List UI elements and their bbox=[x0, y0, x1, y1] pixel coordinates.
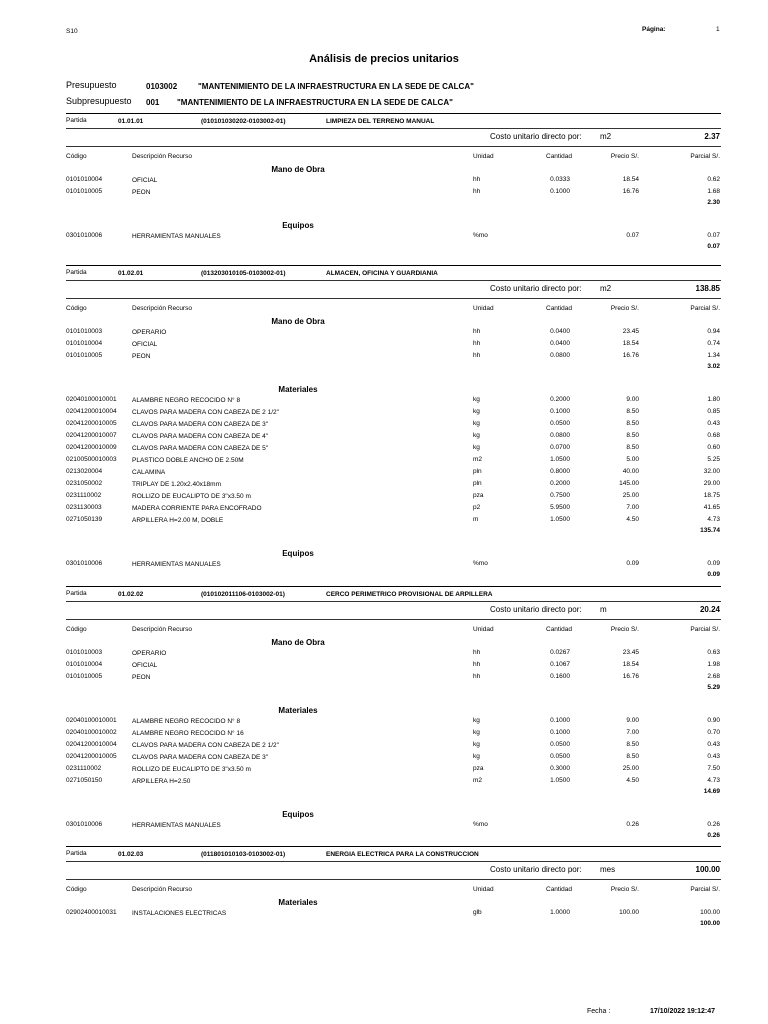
resource-partial: 0.68 bbox=[707, 432, 720, 439]
resource-desc: CALAMINA bbox=[132, 469, 166, 476]
resource-qty: 0.1067 bbox=[550, 661, 570, 668]
resource-code: 02040100010001 bbox=[66, 717, 117, 724]
partida-name: ENERGIA ELECTRICA PARA LA CONSTRUCCION bbox=[326, 851, 479, 858]
resource-qty: 0.0333 bbox=[550, 176, 570, 183]
cost-value: 138.85 bbox=[695, 284, 720, 293]
resource-code: 0301010006 bbox=[66, 560, 103, 567]
resource-partial: 0.85 bbox=[707, 408, 720, 415]
resource-qty: 0.0800 bbox=[550, 432, 570, 439]
resource-code: 0301010006 bbox=[66, 232, 103, 239]
resource-partial: 0.07 bbox=[707, 232, 720, 239]
partida-top-rule bbox=[66, 265, 721, 266]
resource-desc: TRIPLAY DE 1.20x2.40x18mm bbox=[132, 481, 221, 488]
resource-unit: p2 bbox=[473, 504, 481, 511]
resource-partial: 100.00 bbox=[700, 909, 720, 916]
resource-unit: kg bbox=[473, 420, 480, 427]
resource-unit: kg bbox=[473, 444, 480, 451]
col-header-code: Código bbox=[66, 305, 87, 312]
resource-partial: 4.73 bbox=[707, 516, 720, 523]
cost-unit: mes bbox=[600, 865, 616, 874]
resource-code: 0301010006 bbox=[66, 821, 103, 828]
resource-desc: CLAVOS PARA MADERA CON CABEZA DE 5" bbox=[132, 445, 269, 452]
partida-label: Partida bbox=[66, 269, 87, 276]
resource-unit: pln bbox=[473, 480, 482, 487]
resource-price: 7.00 bbox=[626, 729, 639, 736]
resource-qty: 0.0800 bbox=[550, 352, 570, 359]
col-header-desc: Descripción Recurso bbox=[132, 886, 192, 893]
resource-unit: hh bbox=[473, 340, 481, 347]
partida-ref: (013203010105-0103002-01) bbox=[201, 270, 286, 277]
resource-price: 40.00 bbox=[622, 468, 639, 475]
partida-header-rule bbox=[66, 879, 721, 880]
partida-header-rule bbox=[66, 298, 721, 299]
resource-desc: ALAMBRE NEGRO RECOCIDO N° 8 bbox=[132, 718, 241, 725]
footer-date-value: 17/10/2022 19:12:47 bbox=[650, 1008, 715, 1015]
resource-price: 100.00 bbox=[619, 909, 639, 916]
resource-price: 8.50 bbox=[626, 444, 639, 451]
col-header-price: Precio S/. bbox=[610, 153, 639, 160]
resource-code: 02040100010002 bbox=[66, 729, 117, 736]
resource-code: 0231110002 bbox=[66, 492, 102, 499]
resource-code: 02041200010004 bbox=[66, 741, 117, 748]
resource-partial: 0.94 bbox=[707, 328, 720, 335]
resource-unit: hh bbox=[473, 328, 481, 335]
partida-header-rule bbox=[66, 146, 721, 147]
resource-partial: 0.43 bbox=[707, 753, 720, 760]
group-subtotal: 3.02 bbox=[707, 363, 720, 370]
resource-desc: ROLLIZO DE EUCALIPTO DE 3"x3.50 m bbox=[132, 766, 251, 773]
resource-price: 18.54 bbox=[622, 340, 639, 347]
group-subtotal: 2.30 bbox=[707, 199, 720, 206]
resource-code: 0101010003 bbox=[66, 649, 103, 656]
group-title: Materiales bbox=[278, 898, 318, 907]
presupuesto-label: Presupuesto bbox=[66, 80, 117, 90]
resource-desc: OFICIAL bbox=[132, 341, 158, 348]
resource-unit: m2 bbox=[473, 456, 483, 463]
resource-code: 0101010003 bbox=[66, 328, 103, 335]
resource-price: 23.45 bbox=[622, 649, 639, 656]
partida-label: Partida bbox=[66, 850, 87, 857]
resource-desc: PLASTICO DOBLE ANCHO DE 2.50M bbox=[132, 457, 244, 464]
resource-unit: kg bbox=[473, 729, 480, 736]
resource-price: 16.76 bbox=[622, 673, 639, 680]
resource-unit: pza bbox=[473, 492, 484, 499]
resource-qty: 1.0500 bbox=[550, 456, 570, 463]
resource-qty: 1.0500 bbox=[550, 516, 570, 523]
resource-unit: hh bbox=[473, 673, 481, 680]
resource-price: 23.45 bbox=[622, 328, 639, 335]
col-header-partial: Parcial S/. bbox=[690, 626, 720, 633]
subpresupuesto-code: 001 bbox=[146, 98, 160, 107]
group-title: Equipos bbox=[282, 221, 314, 230]
resource-desc: MADERA CORRIENTE PARA ENCOFRADO bbox=[132, 505, 262, 512]
partida-ref: (011801010103-0103002-01) bbox=[201, 851, 286, 858]
resource-unit: kg bbox=[473, 432, 480, 439]
resource-desc: ARPILLERA H=2.00 M, DOBLE bbox=[132, 517, 224, 524]
page-label: Página: bbox=[642, 26, 666, 33]
resource-price: 145.00 bbox=[619, 480, 639, 487]
resource-qty: 0.3000 bbox=[550, 765, 570, 772]
partida-mid-rule bbox=[66, 861, 721, 862]
resource-code: 0101010004 bbox=[66, 176, 103, 183]
group-title: Equipos bbox=[282, 810, 314, 819]
resource-price: 4.50 bbox=[626, 777, 639, 784]
resource-price: 25.00 bbox=[622, 765, 639, 772]
cost-label: Costo unitario directo por: bbox=[490, 605, 582, 614]
presupuesto-code: 0103002 bbox=[146, 82, 178, 91]
col-header-unit: Unidad bbox=[473, 153, 494, 160]
resource-desc: CLAVOS PARA MADERA CON CABEZA DE 3" bbox=[132, 754, 269, 761]
resource-code: 02040100010001 bbox=[66, 396, 117, 403]
col-header-qty: Cantidad bbox=[546, 626, 573, 633]
col-header-unit: Unidad bbox=[473, 626, 494, 633]
resource-price: 18.54 bbox=[622, 176, 639, 183]
resource-desc: HERRAMIENTAS MANUALES bbox=[132, 561, 221, 568]
resource-qty: 0.0700 bbox=[550, 444, 570, 451]
resource-code: 02041200010005 bbox=[66, 753, 117, 760]
resource-desc: HERRAMIENTAS MANUALES bbox=[132, 822, 221, 829]
resource-price: 16.76 bbox=[622, 188, 639, 195]
partida-number: 01.02.03 bbox=[118, 851, 144, 858]
resource-price: 18.54 bbox=[622, 661, 639, 668]
resource-partial: 2.68 bbox=[707, 673, 720, 680]
resource-price: 25.00 bbox=[622, 492, 639, 499]
resource-desc: PEON bbox=[132, 353, 151, 360]
resource-code: 0213020004 bbox=[66, 468, 103, 475]
resource-price: 9.00 bbox=[626, 396, 639, 403]
group-subtotal: 135.74 bbox=[700, 527, 720, 534]
subpresupuesto-name: "MANTENIMIENTO DE LA INFRAESTRUCTURA EN LA SEDE DE CALCA" bbox=[177, 98, 453, 107]
resource-price: 8.50 bbox=[626, 432, 639, 439]
page-number: 1 bbox=[716, 26, 720, 33]
resource-unit: hh bbox=[473, 352, 481, 359]
resource-code: 0101010005 bbox=[66, 673, 103, 680]
group-title: Mano de Obra bbox=[271, 165, 325, 174]
resource-code: 0101010004 bbox=[66, 340, 103, 347]
resource-qty: 0.0400 bbox=[550, 328, 570, 335]
resource-desc: CLAVOS PARA MADERA CON CABEZA DE 2 1/2" bbox=[132, 409, 279, 416]
group-title: Equipos bbox=[282, 549, 314, 558]
resource-unit: glb bbox=[473, 909, 482, 916]
cost-label: Costo unitario directo por: bbox=[490, 132, 582, 141]
resource-desc: ROLLIZO DE EUCALIPTO DE 3"x3.50 m bbox=[132, 493, 251, 500]
resource-code: 02041200010007 bbox=[66, 432, 117, 439]
resource-unit: %mo bbox=[473, 821, 488, 828]
resource-partial: 18.75 bbox=[703, 492, 720, 499]
resource-partial: 4.73 bbox=[707, 777, 720, 784]
resource-partial: 5.25 bbox=[707, 456, 720, 463]
resource-unit: hh bbox=[473, 176, 481, 183]
col-header-unit: Unidad bbox=[473, 886, 494, 893]
resource-code: 0271050139 bbox=[66, 516, 103, 523]
group-title: Mano de Obra bbox=[271, 638, 325, 647]
footer-date-label: Fecha : bbox=[587, 1008, 611, 1015]
resource-code: 0271050150 bbox=[66, 777, 103, 784]
resource-desc: CLAVOS PARA MADERA CON CABEZA DE 3" bbox=[132, 421, 269, 428]
resource-code: 02100500010003 bbox=[66, 456, 117, 463]
partida-mid-rule bbox=[66, 601, 721, 602]
cost-unit: m bbox=[600, 605, 607, 614]
resource-unit: %mo bbox=[473, 232, 488, 239]
resource-price: 16.76 bbox=[622, 352, 639, 359]
resource-desc: ARPILLERA H=2.50 bbox=[132, 778, 191, 785]
partida-label: Partida bbox=[66, 590, 87, 597]
resource-desc: PEON bbox=[132, 674, 151, 681]
cost-value: 100.00 bbox=[695, 865, 720, 874]
resource-desc: OFICIAL bbox=[132, 662, 158, 669]
cost-unit: m2 bbox=[600, 132, 612, 141]
resource-partial: 1.98 bbox=[707, 661, 720, 668]
resource-partial: 0.09 bbox=[707, 560, 720, 567]
resource-qty: 0.0500 bbox=[550, 741, 570, 748]
col-header-unit: Unidad bbox=[473, 305, 494, 312]
partida-ref: (010101030202-0103002-01) bbox=[201, 118, 286, 125]
resource-desc: ALAMBRE NEGRO RECOCIDO N° 8 bbox=[132, 397, 241, 404]
resource-code: 02902400010031 bbox=[66, 909, 117, 916]
resource-qty: 0.0400 bbox=[550, 340, 570, 347]
partida-name: CERCO PERIMETRICO PROVISIONAL DE ARPILLERA bbox=[326, 591, 493, 598]
resource-qty: 0.2000 bbox=[550, 480, 570, 487]
col-header-desc: Descripción Recurso bbox=[132, 305, 192, 312]
resource-unit: kg bbox=[473, 741, 480, 748]
group-subtotal: 0.26 bbox=[707, 832, 720, 839]
resource-qty: 0.1000 bbox=[550, 188, 570, 195]
report-code: S10 bbox=[66, 28, 78, 35]
col-header-code: Código bbox=[66, 626, 87, 633]
cost-label: Costo unitario directo por: bbox=[490, 865, 582, 874]
resource-unit: kg bbox=[473, 396, 480, 403]
resource-code: 0231110002 bbox=[66, 765, 102, 772]
resource-unit: kg bbox=[473, 717, 480, 724]
resource-unit: %mo bbox=[473, 560, 488, 567]
resource-price: 9.00 bbox=[626, 717, 639, 724]
resource-code: 0231130003 bbox=[66, 504, 102, 511]
resource-unit: hh bbox=[473, 649, 481, 656]
cost-unit: m2 bbox=[600, 284, 612, 293]
resource-partial: 7.50 bbox=[707, 765, 720, 772]
cost-value: 2.37 bbox=[704, 132, 720, 141]
resource-desc: OPERARIO bbox=[132, 650, 167, 657]
resource-partial: 0.43 bbox=[707, 420, 720, 427]
resource-partial: 41.65 bbox=[703, 504, 720, 511]
resource-unit: hh bbox=[473, 188, 481, 195]
partida-label: Partida bbox=[66, 117, 87, 124]
resource-unit: pza bbox=[473, 765, 484, 772]
partida-number: 01.02.01 bbox=[118, 270, 144, 277]
resource-unit: pln bbox=[473, 468, 482, 475]
resource-price: 5.00 bbox=[626, 456, 639, 463]
resource-code: 02041200010004 bbox=[66, 408, 117, 415]
col-header-desc: Descripción Recurso bbox=[132, 626, 192, 633]
col-header-desc: Descripción Recurso bbox=[132, 153, 192, 160]
resource-partial: 29.00 bbox=[703, 480, 720, 487]
resource-desc: CLAVOS PARA MADERA CON CABEZA DE 4" bbox=[132, 433, 269, 440]
col-header-price: Precio S/. bbox=[610, 305, 639, 312]
col-header-partial: Parcial S/. bbox=[690, 886, 720, 893]
partida-top-rule bbox=[66, 586, 721, 587]
resource-desc: OFICIAL bbox=[132, 177, 158, 184]
resource-code: 0101010005 bbox=[66, 188, 103, 195]
group-subtotal: 0.09 bbox=[707, 571, 720, 578]
resource-qty: 0.1600 bbox=[550, 673, 570, 680]
col-header-code: Código bbox=[66, 153, 87, 160]
resource-partial: 0.26 bbox=[707, 821, 720, 828]
resource-partial: 0.60 bbox=[707, 444, 720, 451]
resource-unit: hh bbox=[473, 661, 481, 668]
col-header-partial: Parcial S/. bbox=[690, 153, 720, 160]
resource-code: 02041200010005 bbox=[66, 420, 117, 427]
resource-unit: kg bbox=[473, 408, 480, 415]
resource-desc: CLAVOS PARA MADERA CON CABEZA DE 2 1/2" bbox=[132, 742, 279, 749]
col-header-qty: Cantidad bbox=[546, 153, 573, 160]
partida-name: LIMPIEZA DEL TERRENO MANUAL bbox=[326, 118, 435, 125]
resource-qty: 0.7500 bbox=[550, 492, 570, 499]
partida-mid-rule bbox=[66, 280, 721, 281]
cost-value: 20.24 bbox=[699, 605, 720, 614]
resource-qty: 0.0500 bbox=[550, 420, 570, 427]
col-header-qty: Cantidad bbox=[546, 305, 573, 312]
resource-partial: 0.43 bbox=[707, 741, 720, 748]
resource-partial: 0.62 bbox=[707, 176, 720, 183]
col-header-code: Código bbox=[66, 886, 87, 893]
resource-code: 0101010004 bbox=[66, 661, 103, 668]
resource-partial: 0.63 bbox=[707, 649, 720, 656]
presupuesto-name: "MANTENIMIENTO DE LA INFRAESTRUCTURA EN LA SEDE DE CALCA" bbox=[198, 82, 474, 91]
group-subtotal: 5.29 bbox=[707, 684, 720, 691]
group-subtotal: 14.69 bbox=[703, 788, 720, 795]
group-title: Materiales bbox=[278, 706, 318, 715]
resource-code: 0231050002 bbox=[66, 480, 103, 487]
group-subtotal: 0.07 bbox=[707, 243, 720, 250]
resource-code: 02041200010009 bbox=[66, 444, 117, 451]
resource-qty: 0.0500 bbox=[550, 753, 570, 760]
group-subtotal: 100.00 bbox=[700, 920, 720, 927]
col-header-qty: Cantidad bbox=[546, 886, 573, 893]
resource-partial: 1.34 bbox=[707, 352, 720, 359]
col-header-price: Precio S/. bbox=[610, 886, 639, 893]
group-title: Mano de Obra bbox=[271, 317, 325, 326]
partida-mid-rule bbox=[66, 128, 721, 129]
resource-price: 8.50 bbox=[626, 741, 639, 748]
resource-price: 8.50 bbox=[626, 753, 639, 760]
cost-label: Costo unitario directo por: bbox=[490, 284, 582, 293]
resource-desc: ALAMBRE NEGRO RECOCIDO N° 16 bbox=[132, 730, 244, 737]
resource-code: 0101010005 bbox=[66, 352, 103, 359]
resource-unit: kg bbox=[473, 753, 480, 760]
resource-qty: 0.8000 bbox=[550, 468, 570, 475]
subpresupuesto-label: Subpresupuesto bbox=[66, 96, 132, 106]
resource-qty: 1.0000 bbox=[550, 909, 570, 916]
partida-name: ALMACEN, OFICINA Y GUARDIANIA bbox=[326, 270, 438, 277]
resource-price: 0.26 bbox=[626, 821, 639, 828]
resource-partial: 0.74 bbox=[707, 340, 720, 347]
resource-qty: 0.2000 bbox=[550, 396, 570, 403]
resource-price: 7.00 bbox=[626, 504, 639, 511]
partida-top-rule bbox=[66, 113, 721, 114]
resource-unit: m bbox=[473, 516, 479, 523]
resource-price: 8.50 bbox=[626, 420, 639, 427]
resource-qty: 0.1000 bbox=[550, 729, 570, 736]
resource-partial: 0.90 bbox=[707, 717, 720, 724]
resource-price: 8.50 bbox=[626, 408, 639, 415]
resource-qty: 0.1000 bbox=[550, 717, 570, 724]
resource-desc: HERRAMIENTAS MANUALES bbox=[132, 233, 221, 240]
resource-price: 0.07 bbox=[626, 232, 639, 239]
resource-price: 4.50 bbox=[626, 516, 639, 523]
partida-number: 01.02.02 bbox=[118, 591, 144, 598]
resource-partial: 1.68 bbox=[707, 188, 720, 195]
resource-desc: PEON bbox=[132, 189, 151, 196]
col-header-price: Precio S/. bbox=[610, 626, 639, 633]
report-title: Análisis de precios unitarios bbox=[309, 53, 459, 65]
partida-top-rule bbox=[66, 846, 721, 847]
resource-unit: m2 bbox=[473, 777, 483, 784]
group-title: Materiales bbox=[278, 385, 318, 394]
col-header-partial: Parcial S/. bbox=[690, 305, 720, 312]
resource-qty: 5.9500 bbox=[550, 504, 570, 511]
resource-partial: 32.00 bbox=[703, 468, 720, 475]
partida-header-rule bbox=[66, 619, 721, 620]
resource-price: 0.09 bbox=[626, 560, 639, 567]
resource-qty: 1.0500 bbox=[550, 777, 570, 784]
resource-qty: 0.1000 bbox=[550, 408, 570, 415]
resource-partial: 0.70 bbox=[707, 729, 720, 736]
resource-partial: 1.80 bbox=[707, 396, 720, 403]
resource-desc: OPERARIO bbox=[132, 329, 167, 336]
partida-number: 01.01.01 bbox=[118, 118, 144, 125]
partida-ref: (010102011106-0103002-01) bbox=[201, 591, 285, 598]
resource-qty: 0.0267 bbox=[550, 649, 570, 656]
resource-desc: INSTALACIONES ELECTRICAS bbox=[132, 910, 227, 917]
